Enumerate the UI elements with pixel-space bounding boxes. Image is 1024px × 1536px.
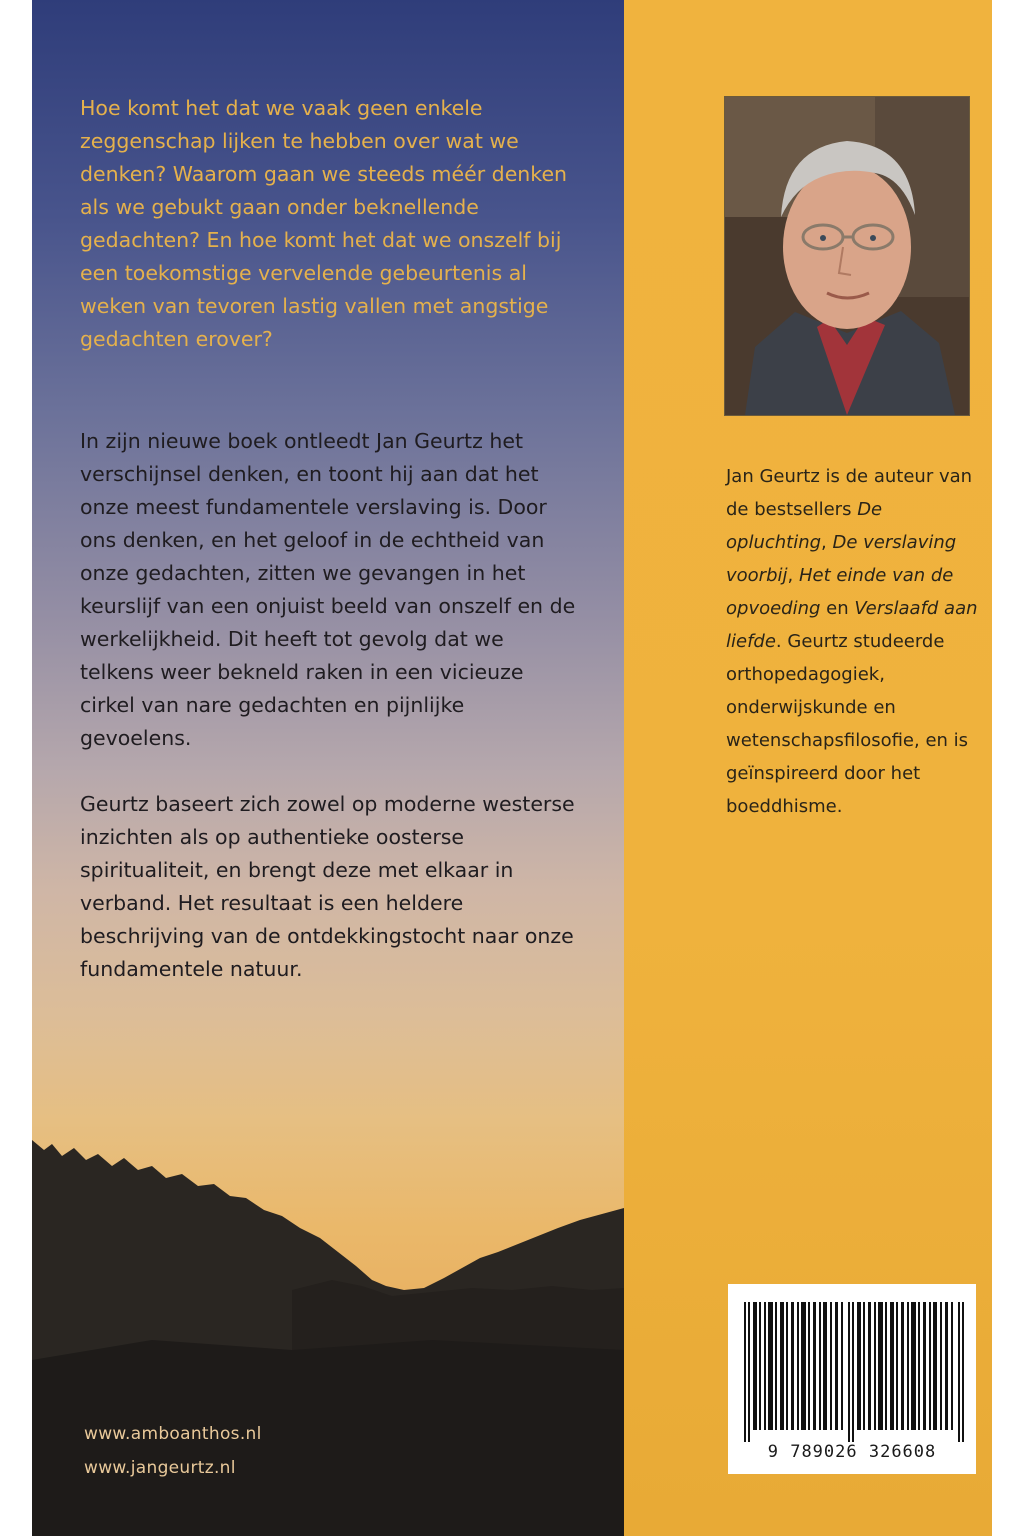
book-back-cover [32, 0, 992, 1536]
author-photo [724, 96, 970, 416]
isbn-barcode [728, 1284, 976, 1474]
author-info-panel [624, 0, 992, 1536]
book-title-het-einde-van-de-opvoeding: Het einde van de opvoeding [726, 565, 954, 619]
sunset-sky-panel [32, 0, 624, 1536]
blurb-content-paragraph: In zijn nieuwe boek ontleedt Jan Geurtz het verschijnsel denken, en toont hij aan dat het onze meest fundamentele verslaving is. Door ons denken, en het geloof in de echtheid van onze gedachten, zitten we gevangen in het keurslijf van een onjuist beeld van onszelf en de werkelijkheid. Dit heeft tot gevolg dat we telkens weer bekneld raken in een vicieuze cirkel van nare gedachten en pijnlijke gevoelens. [80, 429, 576, 750]
author-website-link[interactable]: www.jangeurtz.nl [84, 1458, 236, 1478]
book-title-verslaafd-aan-liefde: Verslaafd aan liefde [726, 598, 978, 652]
publisher-website-link[interactable]: www.amboanthos.nl [84, 1424, 262, 1444]
author-biography: Jan Geurtz is de auteur van de bestsellers De opluchting, De verslaving voorbij, Het einde van de opvoeding en Verslaafd aan liefde. Geurtz studeerde orthopedagogiek, onderwijskunde en wetenschapsfilosofie, en is geïnspireerd door het boeddhisme. [726, 466, 978, 817]
book-title-de-opluchting: De opluchting [726, 499, 883, 553]
blurb-intro-paragraph: Hoe komt het dat we vaak geen enkele zeggenschap lijken te hebben over wat we denken? Waarom gaan we steeds méér denken als we gebukt gaan onder beknellende gedachten? En hoe komt het dat we onszelf bij een toekomstige vervelende gebeurtenis al weken van tevoren lastig vallen met angstige gedachten erover? [80, 96, 568, 351]
barcode-bars [744, 1302, 964, 1442]
blurb-summary-paragraph: Geurtz baseert zich zowel op moderne westerse inzichten als op authentieke oosterse spiritualiteit, en brengt deze met elkaar in verband. Het resultaat is een heldere beschrijving van de ontdekkingstocht naar onze fundamentele natuur. [80, 792, 575, 981]
book-title-de-verslaving-voorbij: De verslaving voorbij [726, 532, 957, 586]
isbn-number: 9 789026 326608 [767, 1442, 937, 1462]
